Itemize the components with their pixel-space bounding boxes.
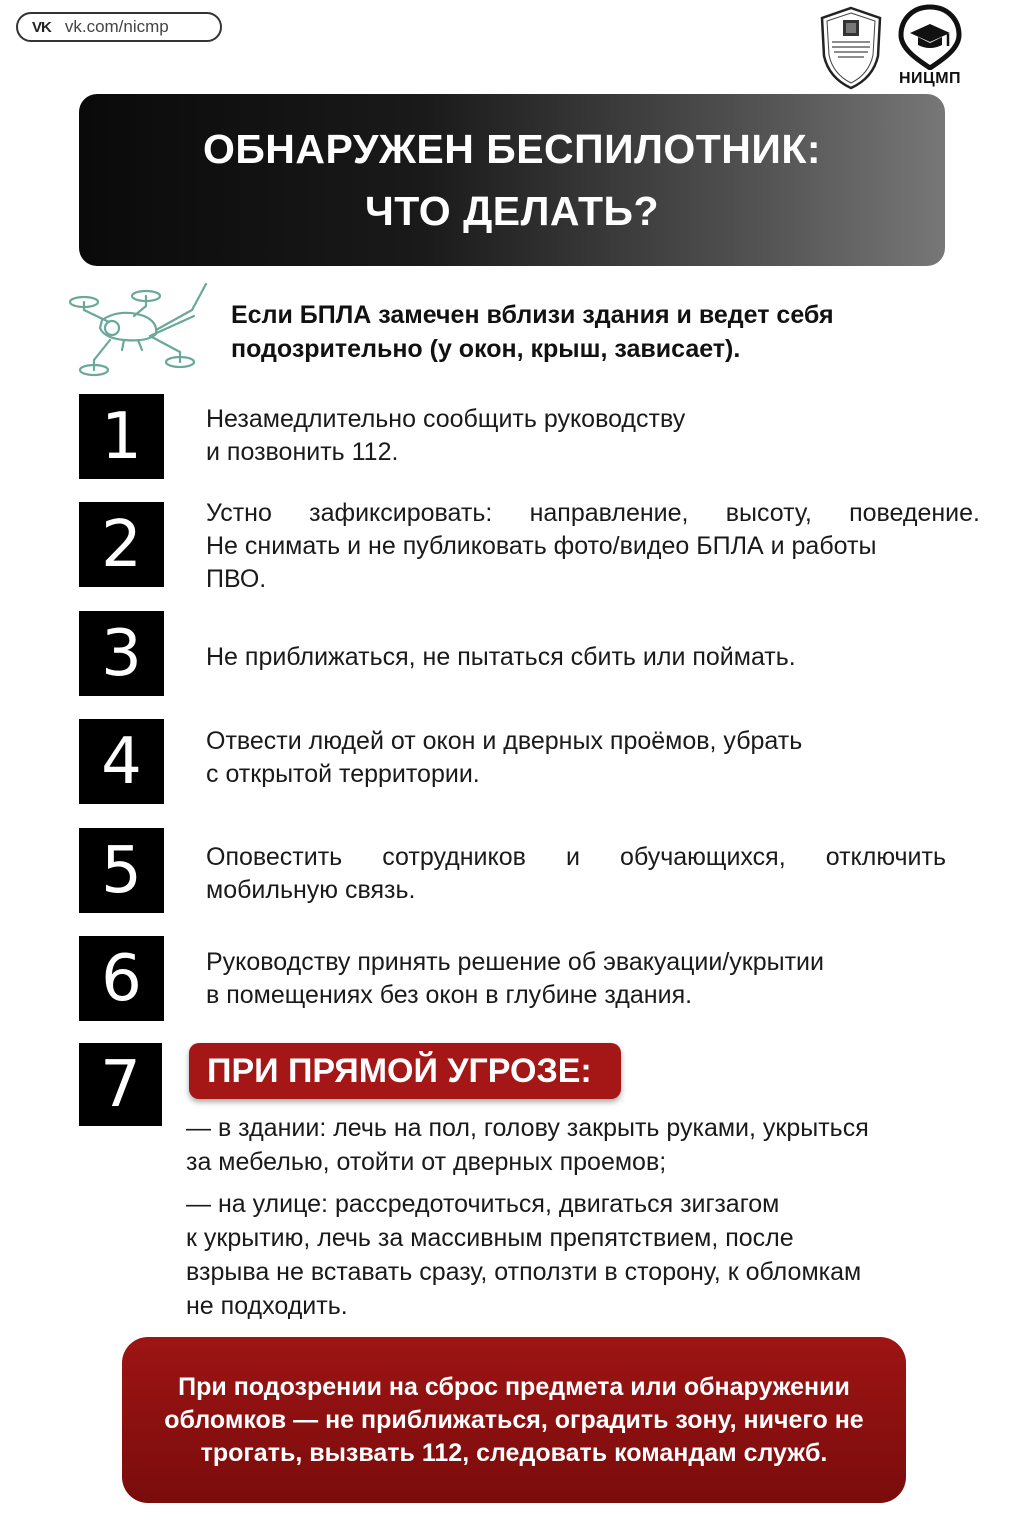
step-6-text [206, 946, 980, 1012]
footer-warning [122, 1337, 906, 1503]
step-2-line2: Не снимать и не публиковать фото/видео БПЛА и работы [206, 532, 877, 560]
step-5-line2: мобильную связь. [206, 876, 416, 904]
step-4-text [206, 725, 980, 791]
step-6-line2: в помещениях без окон в глубине здания. [206, 981, 693, 1009]
page-title-line2: ЧТО ДЕЛАТЬ? [364, 188, 660, 234]
step-3-text [206, 641, 980, 674]
step-5-text [206, 841, 946, 907]
drone-icon [64, 280, 214, 384]
step-number-2: 2 [79, 502, 164, 587]
page-title-line1: ОБНАРУЖЕН БЕСПИЛОТНИК: [202, 126, 822, 172]
step-number-7: 7 [79, 1043, 162, 1126]
step-1-line1: Незамедлительно сообщить руководству [206, 405, 686, 433]
step-number-6: 6 [79, 936, 164, 1021]
step-1-line2: и позвонить 112. [206, 438, 399, 466]
threat-outdoor-line2: к укрытию, лечь за массивным препятствием, после [186, 1224, 794, 1252]
footer-line3: трогать, вызвать 112, следовать командам служб. [200, 1438, 828, 1467]
vk-url: vk.com/nicmp [64, 17, 169, 36]
footer-line1: При подозрении на сброс предмета или обнаружении [178, 1372, 850, 1401]
step-5-line1: Оповестить сотрудников и обучающихся, отключить [206, 843, 946, 871]
threat-indoor-line2: за мебелью, отойти от дверных проемов; [186, 1148, 667, 1176]
threat-indoor-text [186, 1111, 976, 1179]
step-4-line1: Отвести людей от окон и дверных проёмов, убрать [206, 727, 803, 755]
threat-outdoor-line3: взрыва не вставать сразу, отползти в сторону, к обломкам [186, 1258, 862, 1286]
vk-link[interactable] [16, 12, 222, 42]
header-banner [79, 94, 945, 266]
direct-threat-badge: ПРИ ПРЯМОЙ УГРОЗЕ: [189, 1043, 621, 1099]
intro-line2: подозрительно (у окон, крыш, зависает). [231, 335, 741, 363]
step-1-text [206, 403, 980, 469]
step-number-1: 1 [79, 394, 164, 479]
intro-text [231, 298, 951, 366]
step-number-3: 3 [79, 611, 164, 696]
nicmp-logo [892, 4, 968, 90]
step-2-line3: ПВО. [206, 565, 267, 593]
step-3-line1: Не приближаться, не пытаться сбить или поймать. [206, 643, 796, 671]
threat-outdoor-line1: — на улице: рассредоточиться, двигаться зигзагом [186, 1190, 780, 1218]
footer-line2: обломков — не приближаться, оградить зону, ничего не [164, 1405, 864, 1434]
step-2-line1: Устно зафиксировать: направление, высоту, поведение. [206, 499, 980, 527]
nicmp-logo-text: НИЦМП [898, 70, 962, 87]
step-2-text [206, 497, 980, 596]
step-4-line2: с открытой территории. [206, 760, 480, 788]
step-number-5: 5 [79, 828, 164, 913]
step-6-line1: Руководству принять решение об эвакуации/укрытии [206, 948, 824, 976]
graduation-cap-pin-icon [892, 4, 968, 70]
vk-logo-icon: VK [32, 18, 51, 36]
threat-outdoor-line4: не подходить. [186, 1292, 348, 1320]
intro-line1: Если БПЛА замечен вблизи здания и ведет себя [231, 301, 834, 329]
shield-emblem-icon [818, 6, 884, 90]
threat-outdoor-text [186, 1187, 976, 1323]
threat-indoor-line1: — в здании: лечь на пол, голову закрыть руками, укрыться [186, 1114, 869, 1142]
step-number-4: 4 [79, 719, 164, 804]
